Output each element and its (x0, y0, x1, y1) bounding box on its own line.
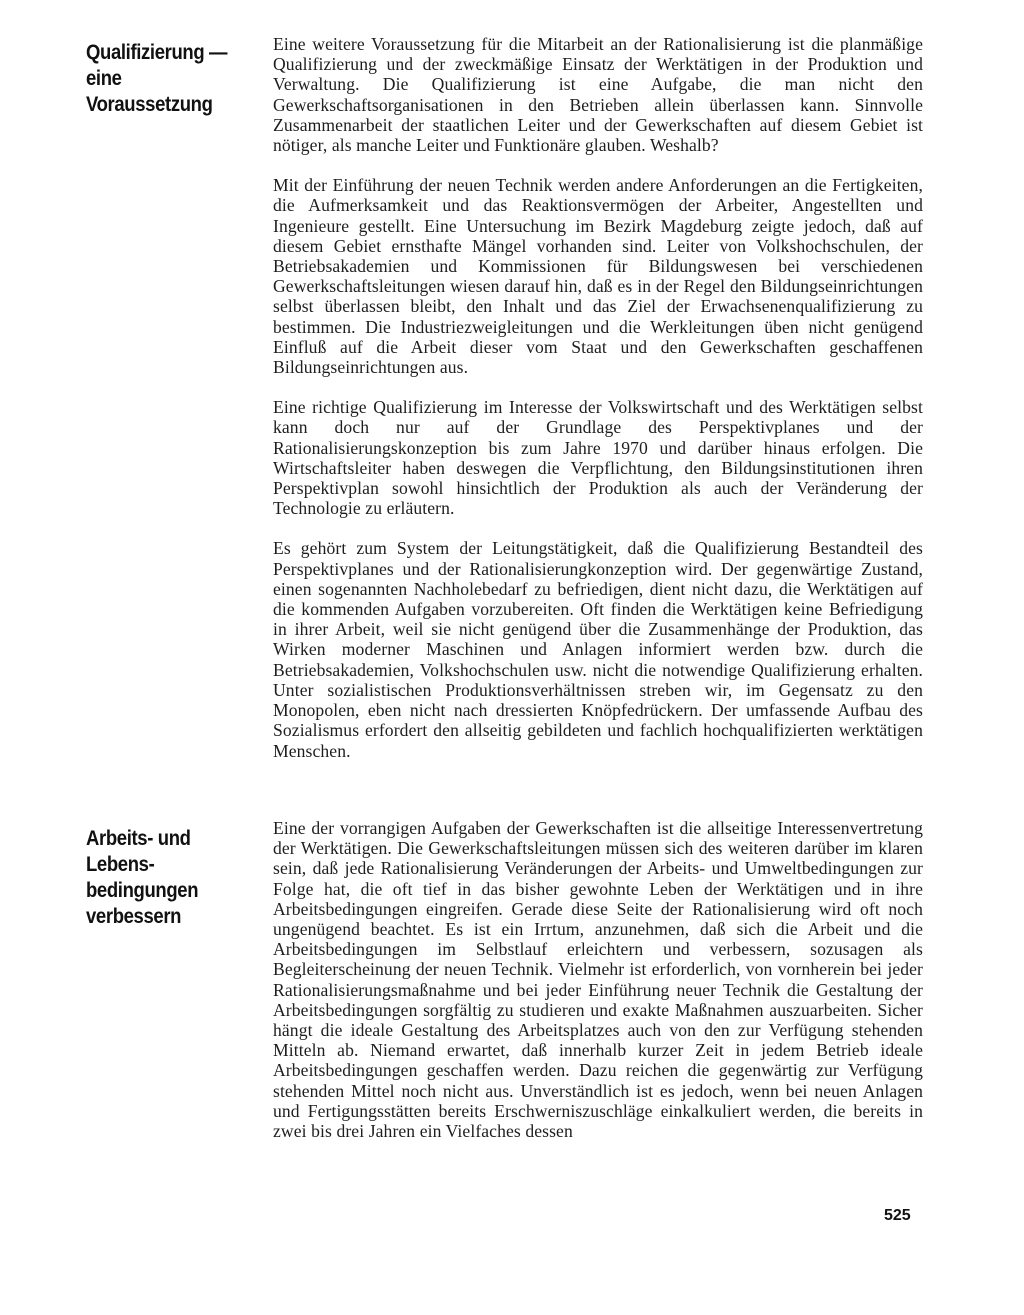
heading-line: verbessern (86, 905, 182, 928)
heading-line: Qualifizierung — (86, 41, 228, 64)
heading-line: Lebens- (86, 853, 155, 876)
paragraph: Eine richtige Qualifizierung im Interesse der Volkswirtschaft und des Werktätigen selbst kann doch nur auf der Grundlage des Perspektivplanes und der Rationalisierungskonzeption bis zum Jahre 1970 und darüber hinaus erfolgen. Die Wirtschaftsleiter haben deswegen die Verpflichtung, den Bildungsinstitutionen ihren Perspektivplan sowohl hinsichtlich der Produktion als auch der Veränderung der Technologie zu erläutern. (273, 397, 923, 519)
heading-line: Arbeits- und (86, 827, 191, 850)
section-qualifizierung-body (273, 34, 923, 781)
heading-line: Voraussetzung (86, 93, 213, 116)
paragraph: Eine der vorrangigen Aufgaben der Gewerkschaften ist die allseitige Interessenvertretung der Werktätigen. Die Gewerkschaftsleitungen müssen sich des weiteren darüber im klaren sein, daß jede Rationalisierung Veränderungen der Arbeits- und Umweltbedingungen zur Folge hat, die oft tief in das bisher gewohnte Leben der Werktätigen und in ihre Arbeitsbedingungen eingreifen. Gerade diese Seite der Rationalisierung wird oft noch ungenügend beachtet. Es ist ein Irrtum, anzunehmen, daß sich die Arbeit und die Arbeitsbedingungen im Selbstlauf erleichtern und verbessern, sozusagen als Begleiterscheinung der neuen Technik. Vielmehr ist erforderlich, von vornherein bei jeder Rationalisierungsmaßnahme und bei jeder Einführung neuer Technik die Gestaltung der Arbeitsbedingungen sorgfältig zu studieren und exakte Maßnahmen auszuarbeiten. Sicher hängt die ideale Gestaltung des Arbeitsplatzes auch von den zur Verfügung stehenden Mitteln ab. Niemand erwartet, daß innerhalb kurzer Zeit in jedem Betrieb ideale Arbeitsbedingungen geschaffen werden. Dazu reichen die gegenwärtig zur Verfügung stehenden Mittel noch nicht aus. Unverständlich ist es jedoch, wenn bei neuen Anlagen und Fertigungsstätten bereits Erschwerniszuschläge einkalkuliert werden, die bereits in zwei bis drei Jahren ein Vielfaches dessen (273, 818, 923, 1142)
paragraph: Eine weitere Voraussetzung für die Mitarbeit an der Rationalisierung ist die planmäßige Qualifizierung und der zweckmäßige Einsatz der Werktätigen in der Produktion und Verwaltung. Die Qualifizierung ist eine Aufgabe, die man nicht den Gewerkschaftsorganisationen in den Betrieben allein überlassen kann. Sinnvolle Zusammenarbeit der staatlichen Leiter und der Gewerkschaften auf diesem Gebiet ist nötiger, als manche Leiter und Funktionäre glauben. Weshalb? (273, 34, 923, 156)
paragraph: Es gehört zum System der Leitungstätigkeit, daß die Qualifizierung Bestandteil des Perspektivplanes und der Rationalisierungkonzeption wird. Der gegenwärtige Zustand, einen sogenannten Nachholebedarf zu befriedigen, dient nicht dazu, die Werktätigen auf die kommenden Aufgaben vorzubereiten. Oft finden die Werktätigen keine Befriedigung in ihrer Arbeit, weil sie nicht genügend über die Zusammenhänge der Produktion, das Wirken moderner Maschinen und Anlagen informiert werden bzw. durch die Betriebsakademien, Volkshochschulen usw. nicht die notwendige Qualifizierung erhalten. Unter sozialistischen Produktionsverhältnissen streben wir, im Gegensatz zu den Monopolen, eben nicht nach dressierten Knöpfedrückern. Der umfassende Aufbau des Sozialismus erfordert den allseitig gebildeten und fachlich hochqualifizierten werktätigen Menschen. (273, 538, 923, 761)
heading-line: bedingungen (86, 879, 199, 902)
paragraph: Mit der Einführung der neuen Technik werden andere Anforderungen an die Fertigkeiten, die Aufmerksamkeit und das Reaktionsvermögen der Arbeiter, Angestellten und Ingenieure gestellt. Eine Untersuchung im Bezirk Magdeburg zeigte jedoch, daß auf diesem Gebiet ernsthafte Mängel vorhanden sind. Leiter von Volkshochschulen, der Betriebsakademien und Kommissionen für Bildungswesen bei verschiedenen Gewerkschaftsleitungen wiesen darauf hin, daß es in der Regel den Bildungseinrichtungen selbst überlassen bleibt, den Inhalt und das Ziel der Erwachsenenqualifizierung zu bestimmen. Die Industriezweigleitungen und die Werkleitungen üben nicht genügend Einfluß auf die Arbeit dieser vom Staat und den Gewerkschaften geschaffenen Bildungseinrichtungen aus. (273, 175, 923, 378)
heading-line: eine (86, 67, 122, 90)
side-heading-arbeitsbedingungen (86, 826, 198, 930)
page-number: 525 (884, 1207, 911, 1224)
section-arbeitsbedingungen-body (273, 818, 923, 1161)
side-heading-qualifizierung (86, 40, 227, 118)
